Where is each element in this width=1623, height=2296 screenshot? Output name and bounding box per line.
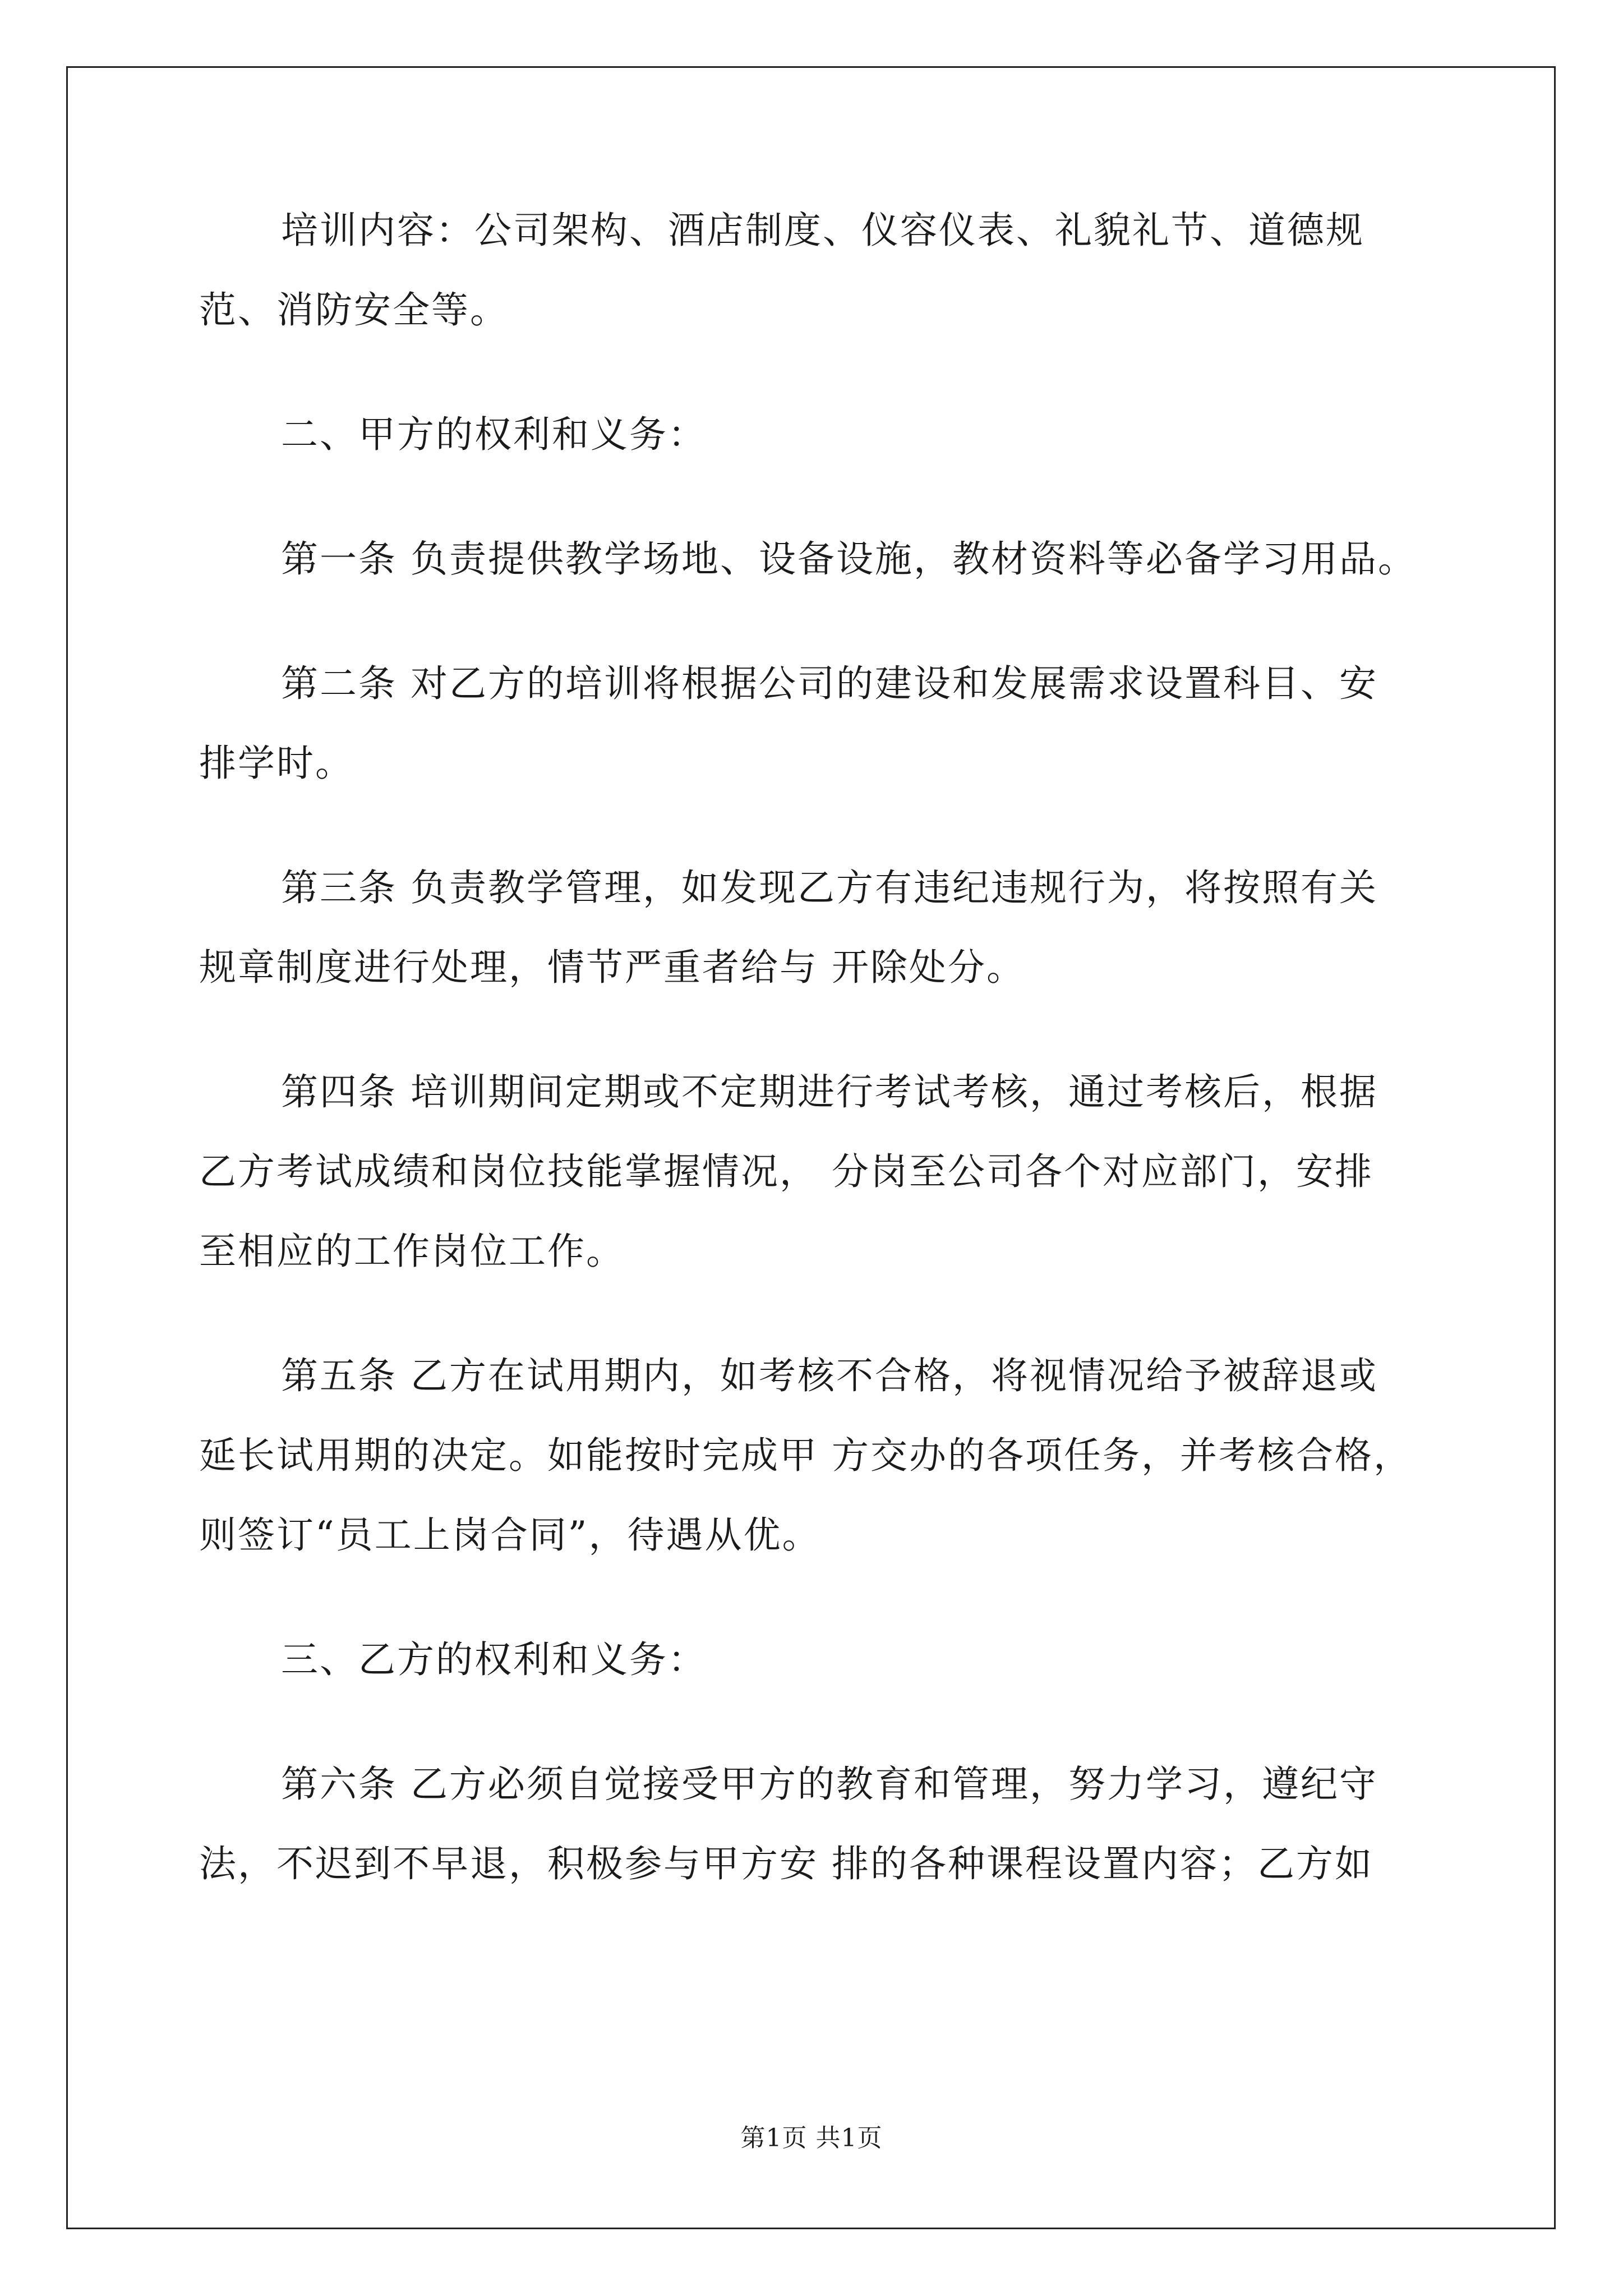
text-line: 范、消防安全等。 (199, 288, 509, 332)
article-1 (199, 519, 1433, 599)
text-line: 则签订“员工上岗合同”，待遇从优。 (199, 1513, 821, 1557)
text-line: 延长试用期的决定。如能按时完成甲 方交办的各项任务，并考核合格， (199, 1434, 1412, 1477)
text-line: 法，不迟到不早退，积极参与甲方安 排的各种课程设置内容；乙方如 (199, 1842, 1373, 1885)
text-line: 第一条 负责提供教学场地、设备设施，教材资料等必备学习用品。 (281, 537, 1417, 581)
page-number-footer: 第1页 共1页 (740, 2124, 883, 2152)
text-line: 二、甲方的权利和义务： (281, 413, 707, 456)
paragraph-training-content (199, 191, 1433, 350)
article-4 (199, 1052, 1433, 1291)
document-body (199, 191, 1433, 1904)
section-heading-party-a (199, 395, 1433, 475)
text-line: 第五条 乙方在试用期内，如考核不合格，将视情况给予被辞退或 (281, 1354, 1378, 1397)
text-line: 三、乙方的权利和义务： (281, 1638, 707, 1681)
article-2 (199, 644, 1433, 803)
text-line: 第六条 乙方必须自觉接受甲方的教育和管理，努力学习，遵纪守 (281, 1763, 1378, 1806)
article-5 (199, 1336, 1433, 1575)
text-line: 规章制度进行处理，情节严重者给与 开除处分。 (199, 946, 1025, 989)
text-line: 第四条 培训期间定期或不定期进行考试考核，通过考核后，根据 (281, 1070, 1378, 1114)
text-line: 至相应的工作岗位工作。 (199, 1230, 625, 1273)
article-6 (199, 1745, 1433, 1904)
text-line: 培训内容：公司架构、酒店制度、仪容仪表、礼貌礼节、道德规 (281, 209, 1364, 252)
article-3 (199, 848, 1433, 1007)
text-line: 排学时。 (199, 742, 354, 785)
section-heading-party-b (199, 1620, 1433, 1700)
text-line: 第三条 负责教学管理，如发现乙方有违纪违规行为，将按照有关 (281, 866, 1378, 909)
text-line: 乙方考试成绩和岗位技能掌握情况， 分岗至公司各个对应部门，安排 (199, 1150, 1373, 1193)
text-line: 第二条 对乙方的培训将根据公司的建设和发展需求设置科目、安 (281, 662, 1378, 705)
